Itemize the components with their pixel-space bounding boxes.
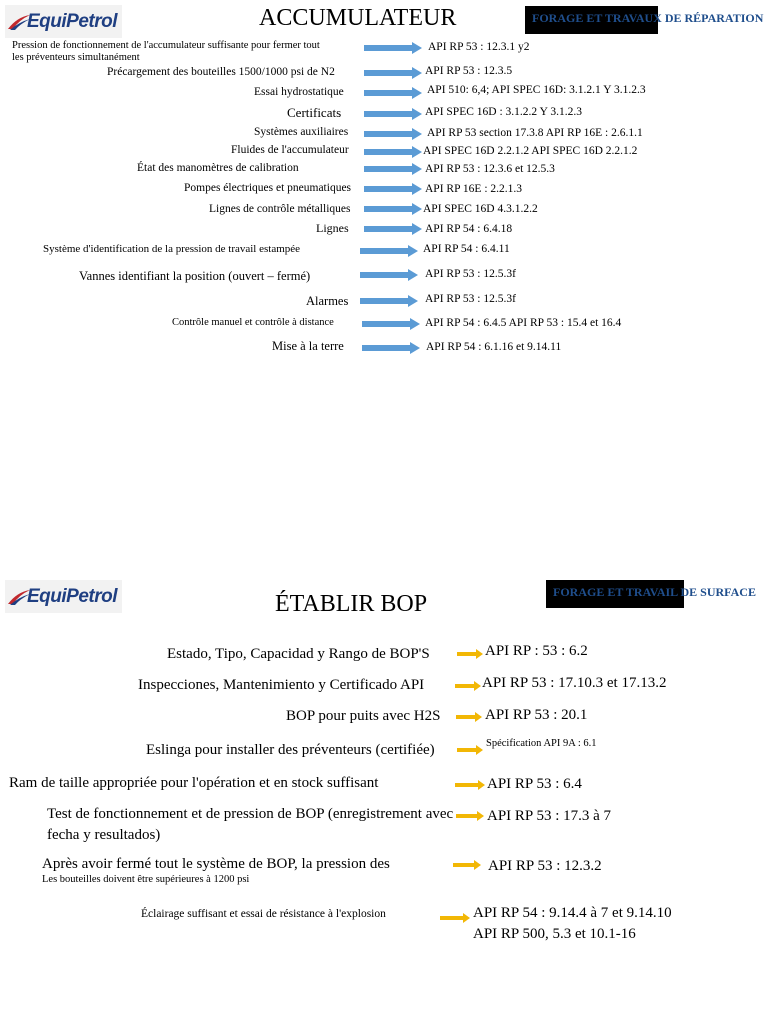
requirement-label: Alarmes [306,294,349,308]
arrow-right-icon [457,745,483,755]
section-banner-text: FORAGE ET TRAVAUX DE RÉPARATION [532,11,764,25]
arrow-right-icon [364,203,422,215]
arrow-right-icon [456,811,484,821]
reference-value: API RP 53 : 12.3.5 [425,65,513,77]
arrow-right-icon [455,681,481,691]
reference-value: Spécification API 9A : 6.1 [486,738,597,749]
arrow-right-icon [364,42,422,54]
arrow-right-icon [360,269,418,281]
arrow-right-icon [364,223,422,235]
section-banner-text: FORAGE ET TRAVAIL DE SURFACE [553,585,756,599]
reference-value: API RP 54 : 6.4.18 [425,223,513,235]
logo-text: EquiPetrol [27,586,118,607]
reference-value: API RP 53 : 17.10.3 et 17.13.2 [482,675,667,691]
reference-value: API RP 53 : 20.1 [485,707,588,723]
requirement-label: Pompes électriques et pneumatiques [184,182,352,194]
arrow-right-icon [364,67,422,79]
requirement-label: Contrôle manuel et contrôle à distance [172,317,334,328]
reference-value: API 510: 6,4; API SPEC 16D: 3.1.2.1 Y 3.1.2.3 [427,84,646,96]
reference-value: API RP 54 : 6.4.11 [423,243,510,255]
arrow-right-icon [457,649,483,659]
arrow-right-icon [360,245,418,257]
arrow-right-icon [360,295,418,307]
reference-value: API RP 53 : 12.3.6 et 12.5.3 [425,163,555,175]
requirement-label: Mise à la terre [272,339,344,353]
requirement-label: Certificats [287,105,342,120]
requirement-label: Fluides de l'accumulateur [231,144,349,156]
arrow-right-icon [364,108,422,120]
reference-value: API RP 54 : 9.14.4 à 7 et 9.14.10 API RP 500, 5.3 et 10.1-16 [473,905,672,942]
arrow-right-icon [364,163,422,175]
arrow-right-icon [364,183,422,195]
requirement-label: Eslinga pour installer des préventeurs (certifiée) [146,742,435,758]
slide-accumulateur [0,0,768,380]
arrow-right-icon [364,146,422,158]
page-title: ACCUMULATEUR [259,5,457,31]
requirement-label: Essai hydrostatique [254,86,344,98]
requirement-label: Lignes de contrôle métalliques [209,203,351,215]
requirement-label: Test de fonctionnement et de pression de BOP (enregistrement avec fecha y resultados) [47,806,454,843]
requirement-label: Inspecciones, Mantenimiento y Certificado API [138,677,425,693]
reference-value: API SPEC 16D 4.3.1.2.2 [423,203,538,215]
reference-value: API RP 53 : 12.5.3f [425,293,516,305]
requirement-label: Estado, Tipo, Capacidad y Rango de BOP'S [167,646,430,662]
reference-value: API SPEC 16D 2.2.1.2 API SPEC 16D 2.2.1.2 [423,145,638,157]
page-title: ÉTABLIR BOP [275,591,428,617]
slide-etablir-bop [0,575,768,1024]
reference-value: API RP 54 : 6.1.16 et 9.14.11 [426,341,562,353]
logo-text: EquiPetrol [27,11,118,32]
requirement-label: Systèmes auxiliaires [254,126,349,138]
requirement-label: Éclairage suffisant et essai de résistance à l'explosion [141,908,386,920]
requirement-label: Ram de taille appropriée pour l'opération et en stock suffisant [9,775,379,791]
requirement-label: Vannes identifiant la position (ouvert – fermé) [79,269,311,283]
equipetrol-logo [5,5,122,38]
equipetrol-logo [5,580,122,613]
arrow-right-icon [455,780,485,790]
arrow-right-icon [456,712,482,722]
reference-value: API RP 53 : 6.4 [487,776,582,792]
reference-value: API RP 16E : 2.2.1.3 [425,183,523,195]
requirement-label: BOP pour puits avec H2S [286,708,441,724]
reference-value: API RP 53 : 12.3.2 [488,858,602,874]
arrow-right-icon [453,860,481,870]
requirement-label: Précargement des bouteilles 1500/1000 psi de N2 [107,66,335,78]
reference-value: API RP 53 : 12.3.1 y2 [428,41,530,53]
arrow-right-icon [362,342,420,354]
arrow-right-icon [364,87,422,99]
reference-value: API RP : 53 : 6.2 [485,643,588,659]
reference-value: API RP 54 : 6.4.5 API RP 53 : 15.4 et 16.4 [425,317,622,329]
requirement-label: Pression de fonctionnement de l'accumulateur suffisante pour fermer tout les préventeurs simultanément [12,40,320,63]
reference-value: API RP 53 : 12.5.3f [425,268,516,280]
requirement-label: État des manomètres de calibration [137,162,299,174]
arrow-right-icon [440,913,470,923]
reference-value: API RP 53 section 17.3.8 API RP 16E : 2.6.1.1 [427,127,643,139]
requirement-label: Après avoir fermé tout le système de BOP, la pression des Les bouteilles doivent être supérieures à 1200 psi [42,856,390,885]
arrow-right-icon [362,318,420,330]
requirement-label: Lignes [316,221,349,235]
arrow-right-icon [364,128,422,140]
reference-value: API RP 53 : 17.3 à 7 [487,808,612,824]
reference-value: API SPEC 16D : 3.1.2.2 Y 3.1.2.3 [425,106,582,118]
requirement-label: Système d'identification de la pression de travail estampée [43,243,301,255]
